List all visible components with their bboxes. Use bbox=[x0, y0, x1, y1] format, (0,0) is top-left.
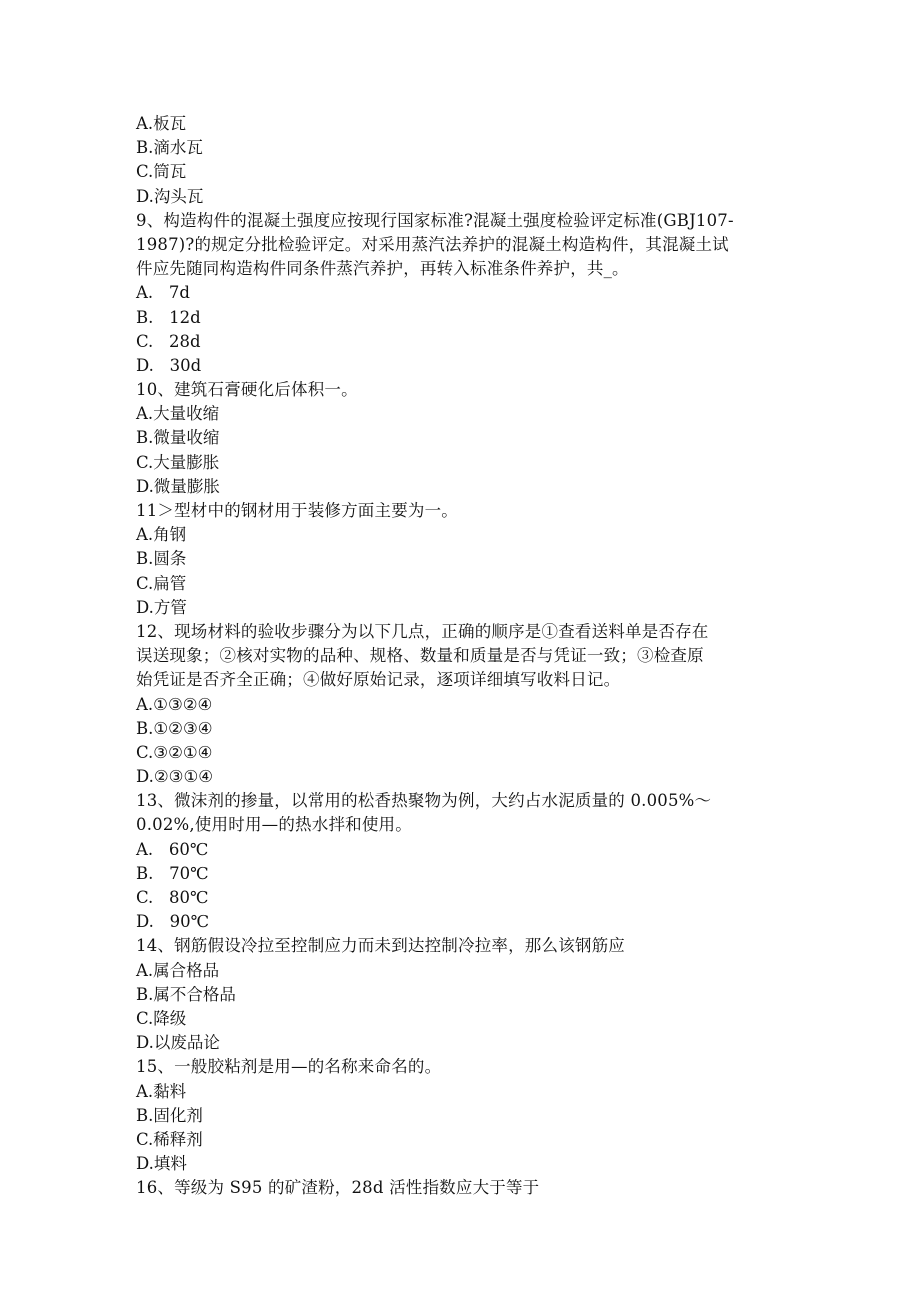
option-line: B.固化剂 bbox=[136, 1105, 203, 1125]
option-line: B.滴水瓦 bbox=[136, 138, 203, 158]
option-line: A.板瓦 bbox=[136, 114, 187, 133]
question-16-text: 16、等级为 S95 的矿渣粉，28d 活性指数应大于等于 bbox=[136, 1178, 540, 1198]
option-line: D. 90℃ bbox=[136, 912, 210, 932]
option-line: D.微量膨胀 bbox=[136, 476, 220, 496]
option-line: C.大量膨胀 bbox=[136, 452, 220, 472]
question-9-text: 件应先随同构造构件同条件蒸汽养护，再转入标准条件养护，共_。 bbox=[136, 259, 629, 279]
document-body bbox=[136, 112, 786, 1200]
option-line: D.填料 bbox=[136, 1154, 187, 1174]
option-line: D. 30d bbox=[136, 355, 202, 375]
option-line: D.沟头瓦 bbox=[136, 186, 204, 206]
option-line: A. 60℃ bbox=[136, 839, 209, 859]
question-9-text: 1987)?的规定分批检验评定。对采用蒸汽法养护的混凝土构造构件，其混凝土试 bbox=[136, 234, 729, 254]
option-line: B. 70℃ bbox=[136, 863, 209, 883]
option-line: C.筒瓦 bbox=[136, 162, 187, 182]
option-line: A.黏料 bbox=[136, 1081, 187, 1101]
option-line: A.大量收缩 bbox=[136, 404, 220, 424]
option-line: D.方管 bbox=[136, 597, 187, 617]
option-line: A.角钢 bbox=[136, 525, 187, 545]
option-line: C.降级 bbox=[136, 1008, 187, 1028]
option-line: B.①②③④ bbox=[136, 718, 213, 738]
option-line: C.稀释剂 bbox=[136, 1129, 203, 1149]
option-line: C. 28d bbox=[136, 331, 201, 351]
option-line: D.②③①④ bbox=[136, 767, 214, 787]
question-9-text: 9、构造构件的混凝土强度应按现行国家标准?混凝土强度检验评定标准(GBJ107- bbox=[136, 210, 734, 230]
question-15-text: 15、一般胶粘剂是用—的名称来命名的。 bbox=[136, 1057, 442, 1077]
question-13-text: 0.02%,使用时用—的热水拌和使用。 bbox=[136, 815, 412, 835]
question-13-text: 13、微沫剂的掺量，以常用的松香热聚物为例，大约占水泥质量的 0.005%～ bbox=[136, 791, 712, 811]
option-line: C. 80℃ bbox=[136, 888, 209, 907]
question-11-text: 11＞型材中的钢材用于装修方面主要为一。 bbox=[136, 501, 458, 520]
option-line: A.①③②④ bbox=[136, 694, 213, 714]
option-line: C.③②①④ bbox=[136, 742, 213, 762]
option-line: D.以废品论 bbox=[136, 1033, 220, 1053]
option-line: C.扁管 bbox=[136, 573, 187, 593]
option-line: B.属不合格品 bbox=[136, 984, 236, 1004]
question-12-text: 误送现象；②核对实物的品种、规格、数量和质量是否与凭证一致；③检查原 bbox=[136, 646, 704, 666]
question-12-text: 12、现场材料的验收步骤分为以下几点，正确的顺序是①查看送料单是否存在 bbox=[136, 621, 709, 641]
question-14-text: 14、钢筋假设冷拉至控制应力而未到达控制冷拉率，那么该钢筋应 bbox=[136, 936, 625, 956]
option-line: A. 7d bbox=[136, 283, 190, 303]
option-line: A.属合格品 bbox=[136, 960, 220, 980]
option-line: B. 12d bbox=[136, 307, 201, 327]
option-line: B.微量收缩 bbox=[136, 428, 220, 448]
question-10-text: 10、建筑石膏硬化后体积一。 bbox=[136, 380, 358, 400]
question-12-text: 始凭证是否齐全正确；④做好原始记录，逐项详细填写收料日记。 bbox=[136, 670, 621, 690]
option-line: B.圆条 bbox=[136, 549, 187, 569]
